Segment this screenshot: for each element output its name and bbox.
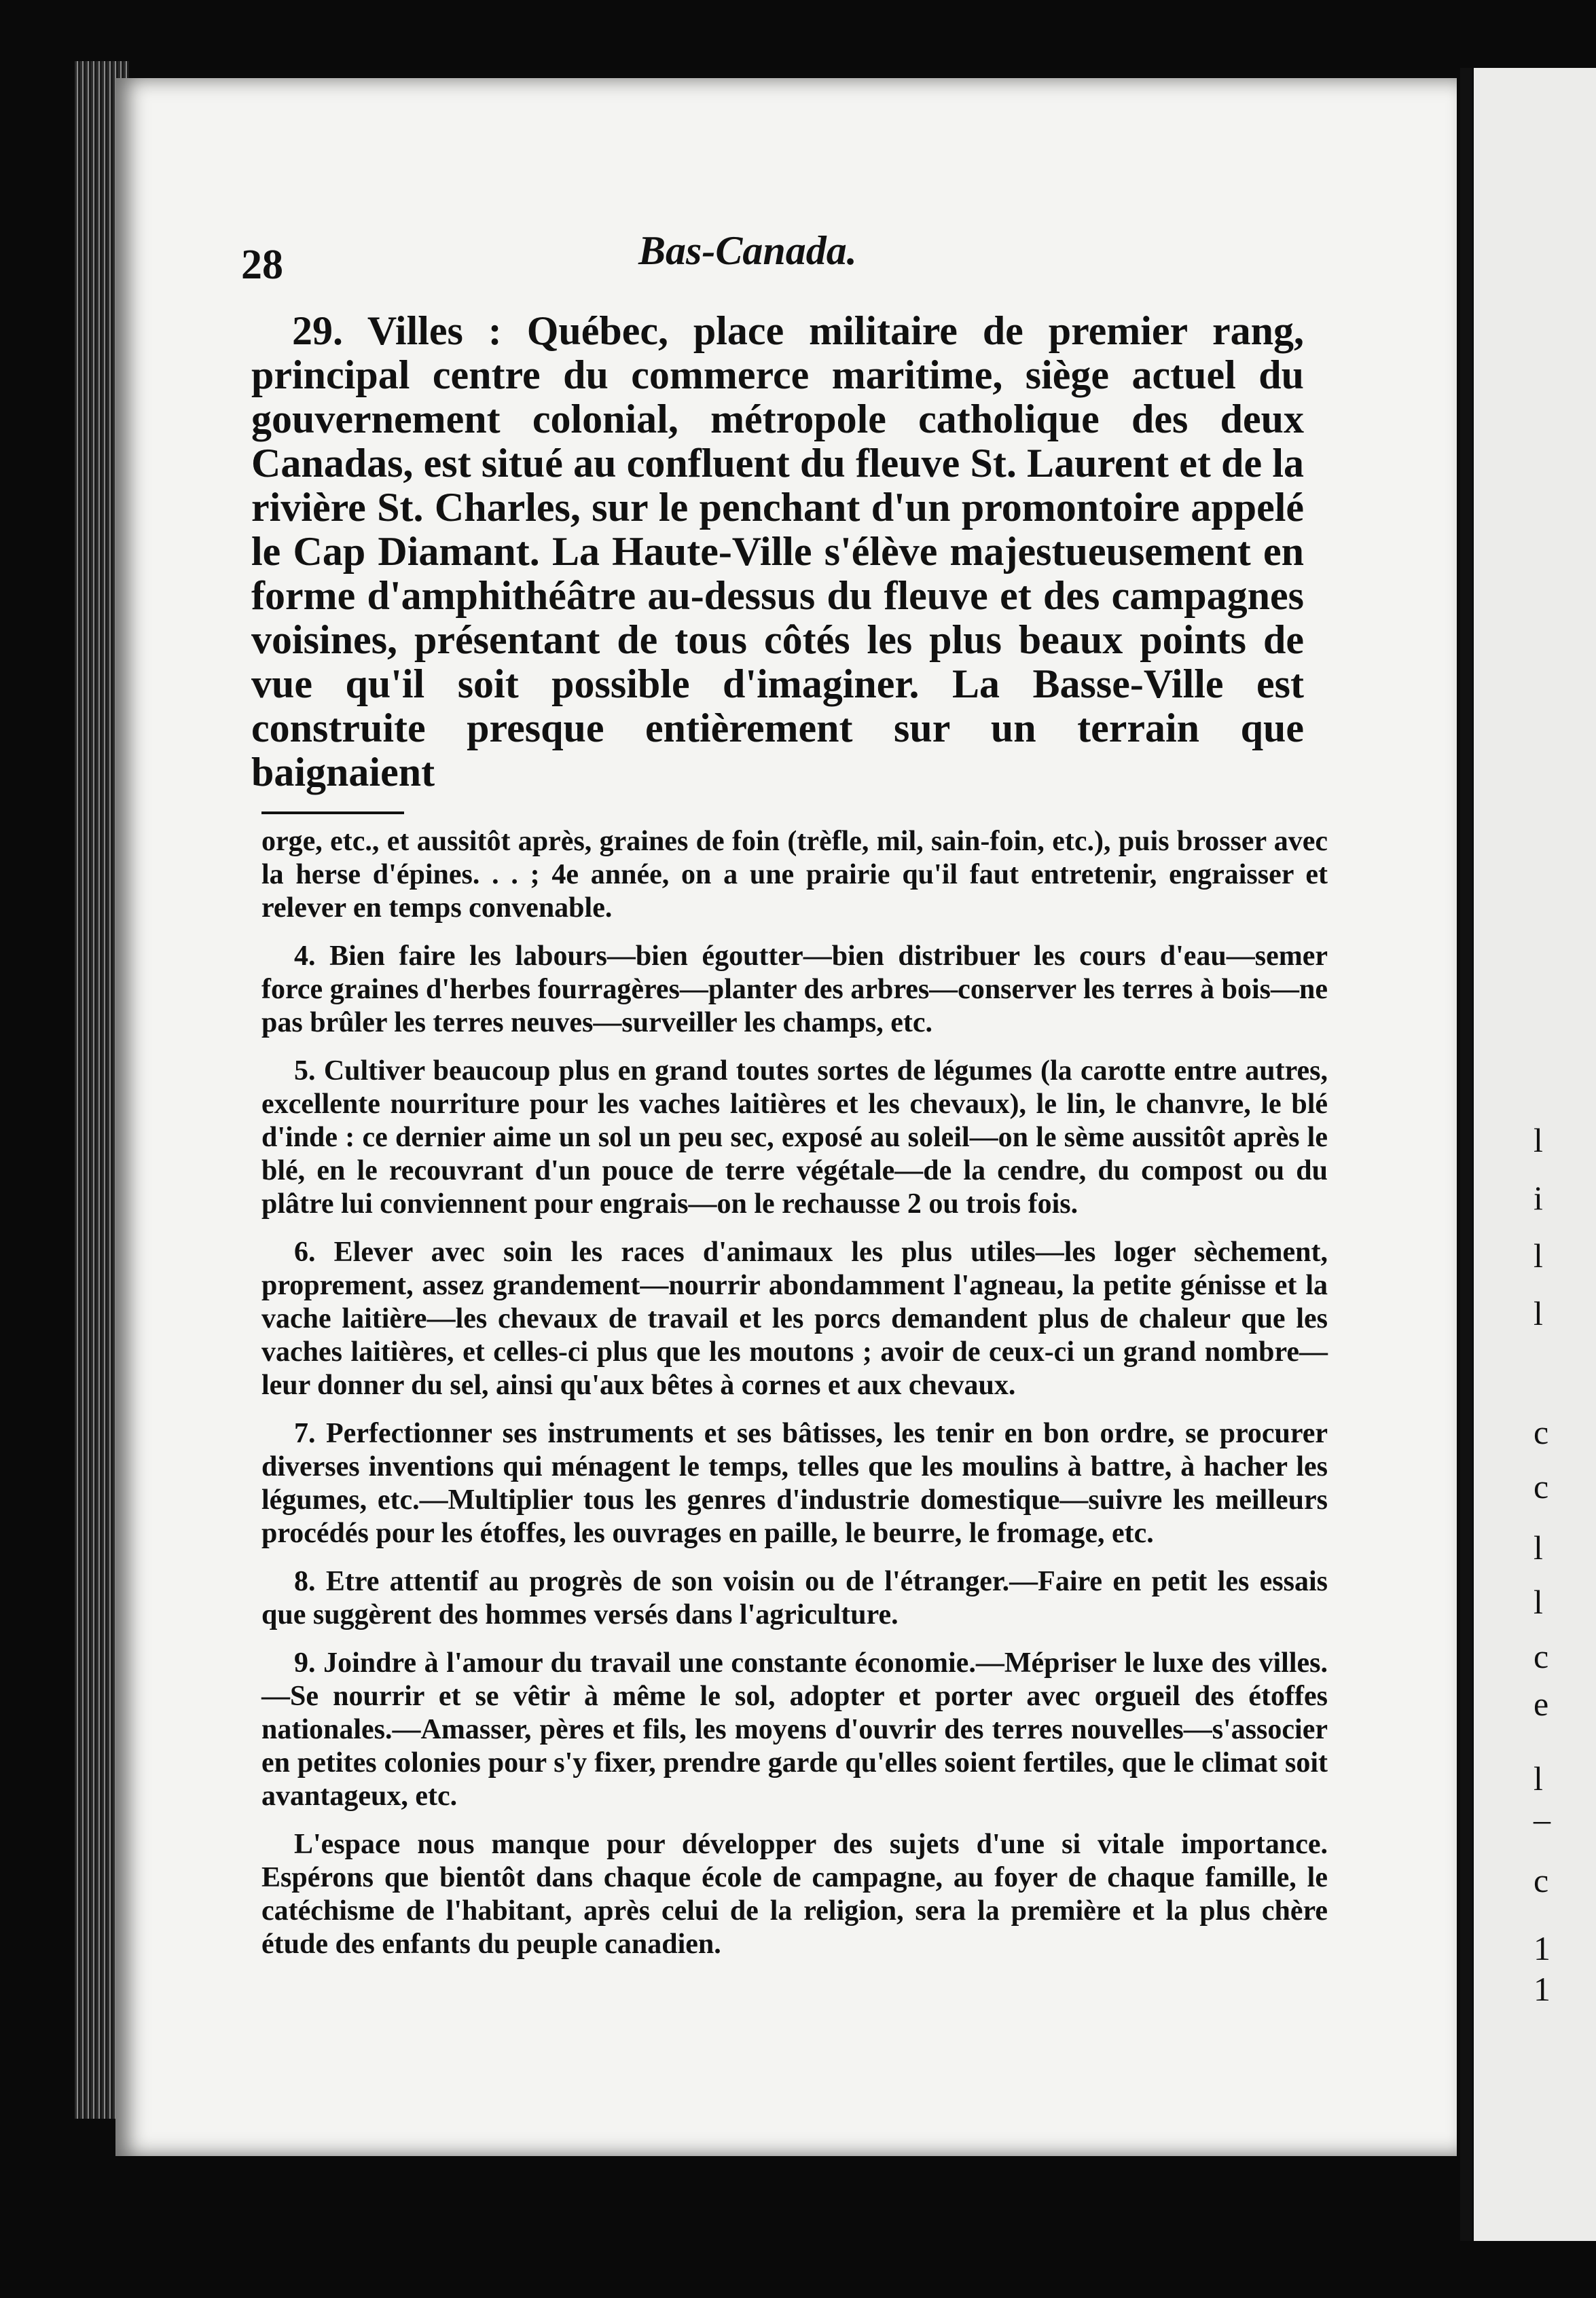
facing-page-letter: e [1534,1685,1549,1723]
footnotes [261,825,1328,1976]
facing-page-letter: – [1534,1800,1550,1838]
main-paragraph [251,309,1304,795]
facing-page-letter: c [1534,1467,1549,1506]
facing-page-letter: 1 [1534,1929,1550,1967]
note-paragraph: 8. Etre attentif au progrès de son voisin ou de l'étranger.—Faire en petit les essais que suggèrent des hommes versés dans l'agriculture. [261,1566,1328,1630]
facing-page-letter: c [1534,1637,1549,1675]
facing-page-letter: l [1534,1529,1543,1567]
note-paragraph: L'espace nous manque pour développer des sujets d'une si vitale importance. Espérons que bientôt dans chaque école de campagne, au foyer de chaque famille, le catéchisme de l'habitant, après celui de la religion, sera la première et la plus chère étude des enfants du peuple canadien. [261,1829,1328,1960]
note-paragraph: 4. Bien faire les labours—bien égoutter—bien distribuer les cours d'eau—semer force graines d'herbes fourragères—planter des arbres—conserver les terres à bois—ne pas brûler les terres neuves—surveiller les champs, etc. [261,941,1328,1038]
page-number: 28 [241,242,283,288]
running-title: Bas-Canada. [638,228,857,273]
note-paragraph: 5. Cultiver beaucoup plus en grand toutes sortes de légumes (la carotte entre autres, excellente nourriture pour les vaches laitières et les chevaux), le lin, le chanvre, le blé d'inde : ce dernier aime un sol un peu sec, exposé au soleil—on le sème aussitôt après le blé, en le recouvrant d'un pouce de terre végétale—de la cendre, du compost ou du plâtre lui conviennent pour engrais—on le rechausse 2 ou trois fois. [261,1055,1328,1220]
facing-page-letter: l [1534,1583,1543,1621]
note-paragraph: 7. Perfectionner ses instruments et ses bâtisses, les tenir en bon ordre, se procurer diverses inventions qui ménagent le temps, telles que les moulins à battre, à hacher les légumes, etc.—Multiplier tous les genres d'industrie domestique—suivre les meilleurs procédés pour les étoffes, les ouvrages en paille, le beurre, le fromage, etc. [261,1418,1328,1549]
facing-page-letter: l [1534,1294,1543,1332]
main-paragraph-text: 29. Villes : Québec, place militaire de premier rang, principal centre du commerce maritime, siège actuel du gouvernement colonial, métropole catholique des deux Canadas, est situé au confluent du fleuve St. Laurent et de la rivière St. Charles, sur le penchant d'un promontoire appelé le Cap Diamant. La Haute-Ville s'élève majestueusement en forme d'amphithéâtre au-dessus du fleuve et des campagnes voisines, présentant de tous côtés les plus beaux points de vue qu'il soit possible d'imaginer. La Basse-Ville est construite presque entièrement sur un terrain que baignaient [251,308,1304,795]
page-gutter [1460,68,1472,2241]
note-paragraph: orge, etc., et aussitôt après, graines de foin (trèfle, mil, sain-foin, etc.), puis brosser avec la herse d'épines. . . ; 4e année, on a une prairie qu'il faut entretenir, engraisser et relever en temps convenable. [261,826,1328,924]
facing-page-letter: l [1534,1121,1543,1159]
facing-page-letter: l [1534,1237,1543,1275]
facing-page-letter: l [1534,1759,1543,1798]
facing-page-letter: 1 [1534,1970,1550,2008]
facing-page-letter: c [1534,1861,1549,1899]
note-paragraph: 9. Joindre à l'amour du travail une constante économie.—Mépriser le luxe des villes.—Se nourrir et se vêtir à même le sol, adopter et porter avec orgueil des étoffes nationales.—Amasser, pères et fils, les moyens d'ouvrir des terres nouvelles—s'associer en petites colonies pour s'y fixer, prendre garde qu'elles soient fertiles, que le climat soit avantageux, etc. [261,1647,1328,1812]
facing-page-letter: i [1534,1179,1543,1217]
footnote-rule [261,811,404,814]
facing-page-letter: c [1534,1413,1549,1451]
note-paragraph: 6. Elever avec soin les races d'animaux les plus utiles—les loger sèchement, proprement, assez grandement—nourrir abondamment l'agneau, la petite génisse et la vache laitière—les chevaux de travail et les porcs demandent plus de chaleur que les vaches laitières, et celles-ci plus que les moutons ; avoir de ceux-ci un grand nombre—leur donner du sel, ainsi qu'aux bêtes à cornes et aux chevaux. [261,1237,1328,1401]
